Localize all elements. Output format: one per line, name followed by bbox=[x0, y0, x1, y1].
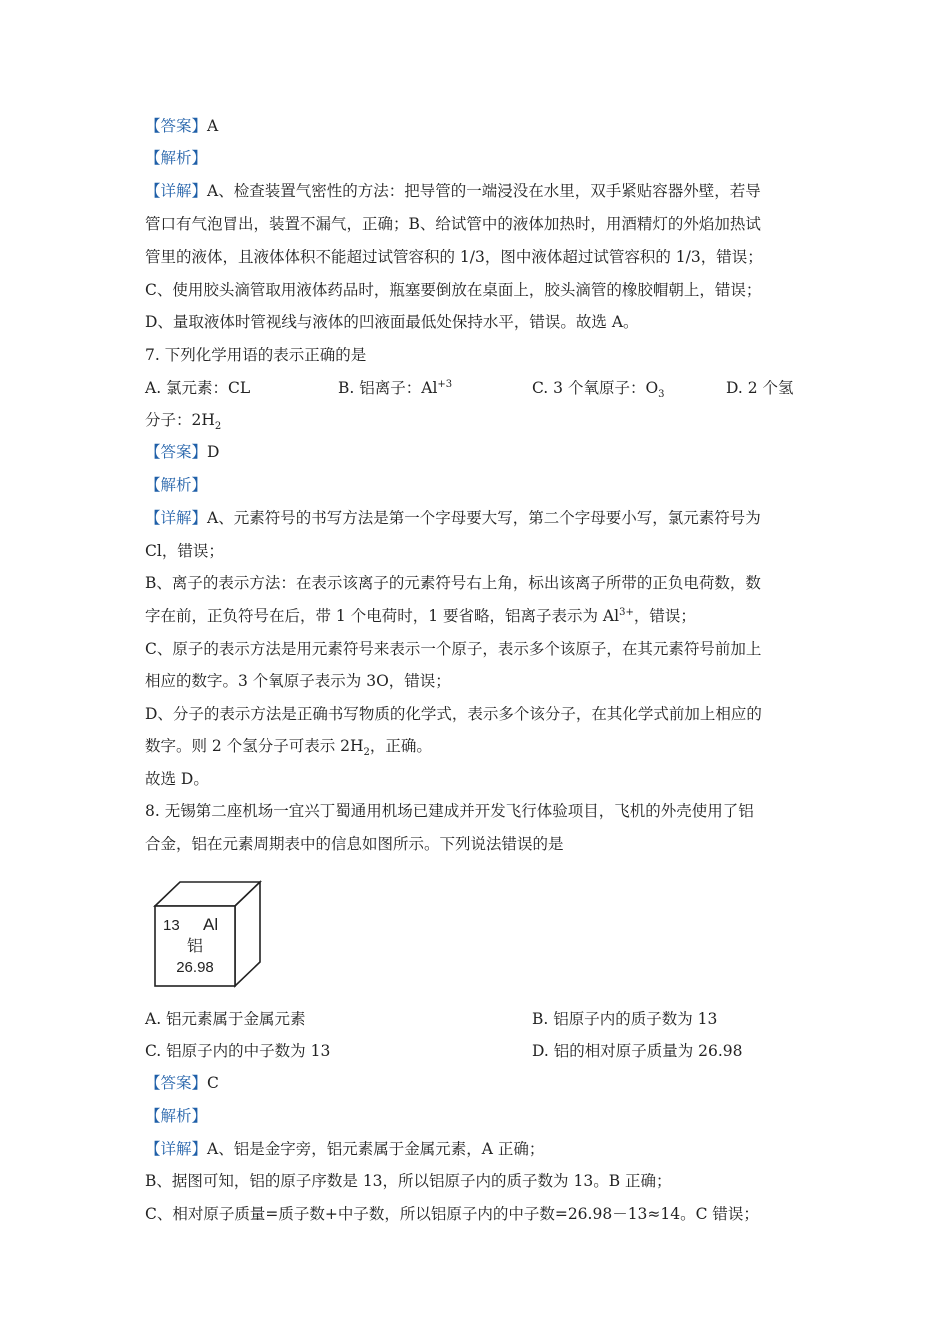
answer-tag: 【答案】 bbox=[145, 443, 208, 461]
detail-tag: 【详解】 bbox=[145, 182, 208, 200]
detail-tag: 【详解】 bbox=[145, 1140, 208, 1158]
atomic-mass: 26.98 bbox=[176, 959, 214, 976]
q8-detail-line-1 bbox=[145, 1139, 810, 1159]
detail-text: 字在前，正负符号在后，带 1 个电荷时，1 要省略，铝离子表示为 Al bbox=[145, 607, 620, 625]
q7-detail-line-6: 相应的数字。3 个氧原子表示为 3O，错误； bbox=[145, 672, 451, 690]
q8-stem-line-2: 合金，铝在元素周期表中的信息如图所示。下列说法错误的是 bbox=[145, 835, 564, 853]
q8-answer-line bbox=[145, 1073, 810, 1093]
answer-tag: 【答案】 bbox=[145, 1074, 208, 1092]
q7-option-c-text: C. 3 个氧原子：O bbox=[532, 379, 659, 397]
q7-answer-line bbox=[145, 442, 810, 462]
analysis-tag: 【解析】 bbox=[145, 476, 208, 494]
periodic-table-element-figure bbox=[153, 880, 263, 988]
q8-stem-line-1: 8. 无锡第二座机场一宜兴丁蜀通用机场已建成并开发飞行体验项目，飞机的外壳使用了铝 bbox=[145, 802, 754, 820]
analysis-tag: 【解析】 bbox=[145, 1107, 208, 1125]
detail-text: ，错误； bbox=[633, 607, 696, 625]
q8-detail-line-2: B、据图可知，铝的原子序数是 13，所以铝原子内的质子数为 13。B 正确； bbox=[145, 1172, 672, 1190]
q8-option-d: D. 铝的相对原子质量为 26.98 bbox=[532, 1042, 743, 1060]
answer-value: A bbox=[207, 117, 219, 135]
prev-answer-line bbox=[145, 116, 810, 136]
q7-detail-line-5: C、原子的表示方法是用元素符号来表示一个原子，表示多个该原子，在其元素符号前加上 bbox=[145, 640, 762, 658]
prev-detail-line-4: C、使用胶头滴管取用液体药品时，瓶塞要倒放在桌面上，胶头滴管的橡胶帽朝上，错误； bbox=[145, 281, 762, 299]
q8-option-b: B. 铝原子内的质子数为 13 bbox=[532, 1010, 718, 1028]
prev-detail-line-2: 管口有气泡冒出，装置不漏气，正确；B、给试管中的液体加热时，用酒精灯的外焰加热试 bbox=[145, 215, 761, 233]
q7-detail-line-1 bbox=[145, 508, 810, 528]
q8-option-c: C. 铝原子内的中子数为 13 bbox=[145, 1042, 331, 1060]
q7-option-d-sub: 2 bbox=[214, 421, 222, 433]
element-cube-drawing bbox=[153, 880, 263, 988]
element-name: 铝 bbox=[186, 936, 204, 955]
q7-detail-line-7: D、分子的表示方法是正确书写物质的化学式，表示多个该分子，在其化学式前加上相应的 bbox=[145, 705, 762, 723]
q7-option-b-text: B. 铝离子：Al bbox=[338, 379, 438, 397]
prev-detail-line-3: 管里的液体，且液体体积不能超过试管容积的 1/3，图中液体超过试管容积的 1/3，错误； bbox=[145, 248, 763, 266]
detail-text: A、铝是金字旁，铝元素属于金属元素，A 正确； bbox=[207, 1140, 545, 1158]
prev-detail-line-1 bbox=[145, 181, 810, 201]
q7-option-c-sub: 3 bbox=[658, 389, 665, 401]
ion-charge: 3+ bbox=[619, 606, 634, 618]
q7-detail-line-9: 故选 D。 bbox=[145, 770, 209, 788]
element-symbol: Al bbox=[203, 915, 219, 934]
detail-text: ，正确。 bbox=[369, 737, 432, 755]
detail-text: A、元素符号的书写方法是第一个字母要大写，第二个字母要小写，氯元素符号为 bbox=[207, 509, 761, 527]
q7-option-d: D. 2 个氢 bbox=[726, 379, 794, 397]
analysis-tag: 【解析】 bbox=[145, 149, 208, 167]
q8-detail-line-3: C、相对原子质量=质子数+中子数，所以铝原子内的中子数=26.98－13≈14。C 错误； bbox=[145, 1205, 759, 1223]
answer-value: D bbox=[207, 443, 220, 461]
q7-option-b-sup: +3 bbox=[437, 378, 453, 390]
answer-tag: 【答案】 bbox=[145, 117, 208, 135]
q7-option-d-cont bbox=[145, 410, 222, 433]
q7-option-a: A. 氯元素：CL bbox=[145, 379, 251, 397]
detail-tag: 【详解】 bbox=[145, 509, 208, 527]
q8-option-a: A. 铝元素属于金属元素 bbox=[145, 1010, 306, 1028]
q7-detail-line-3: B、离子的表示方法：在表示该离子的元素符号右上角，标出该离子所带的正负电荷数，数 bbox=[145, 574, 761, 592]
q7-stem: 7. 下列化学用语的表示正确的是 bbox=[145, 346, 367, 364]
answer-value: C bbox=[207, 1074, 219, 1092]
molecule-subscript: 2 bbox=[363, 747, 370, 759]
prev-detail-line-5: D、量取液体时管视线与液体的凹液面最低处保持水平，错误。故选 A。 bbox=[145, 313, 639, 331]
q7-detail-line-8 bbox=[145, 736, 810, 759]
q7-detail-line-2: Cl，错误； bbox=[145, 542, 224, 560]
q7-option-d-cont-text: 分子：2H bbox=[145, 411, 215, 429]
detail-text: 数字。则 2 个氢分子可表示 2H bbox=[145, 737, 364, 755]
q7-option-c bbox=[532, 378, 665, 401]
q7-detail-line-4 bbox=[145, 606, 810, 626]
detail-text: A、检查装置气密性的方法：把导管的一端浸没在水里，双手紧贴容器外壁，若导 bbox=[207, 182, 761, 200]
atomic-number: 13 bbox=[163, 917, 180, 934]
q7-option-b bbox=[338, 378, 452, 398]
